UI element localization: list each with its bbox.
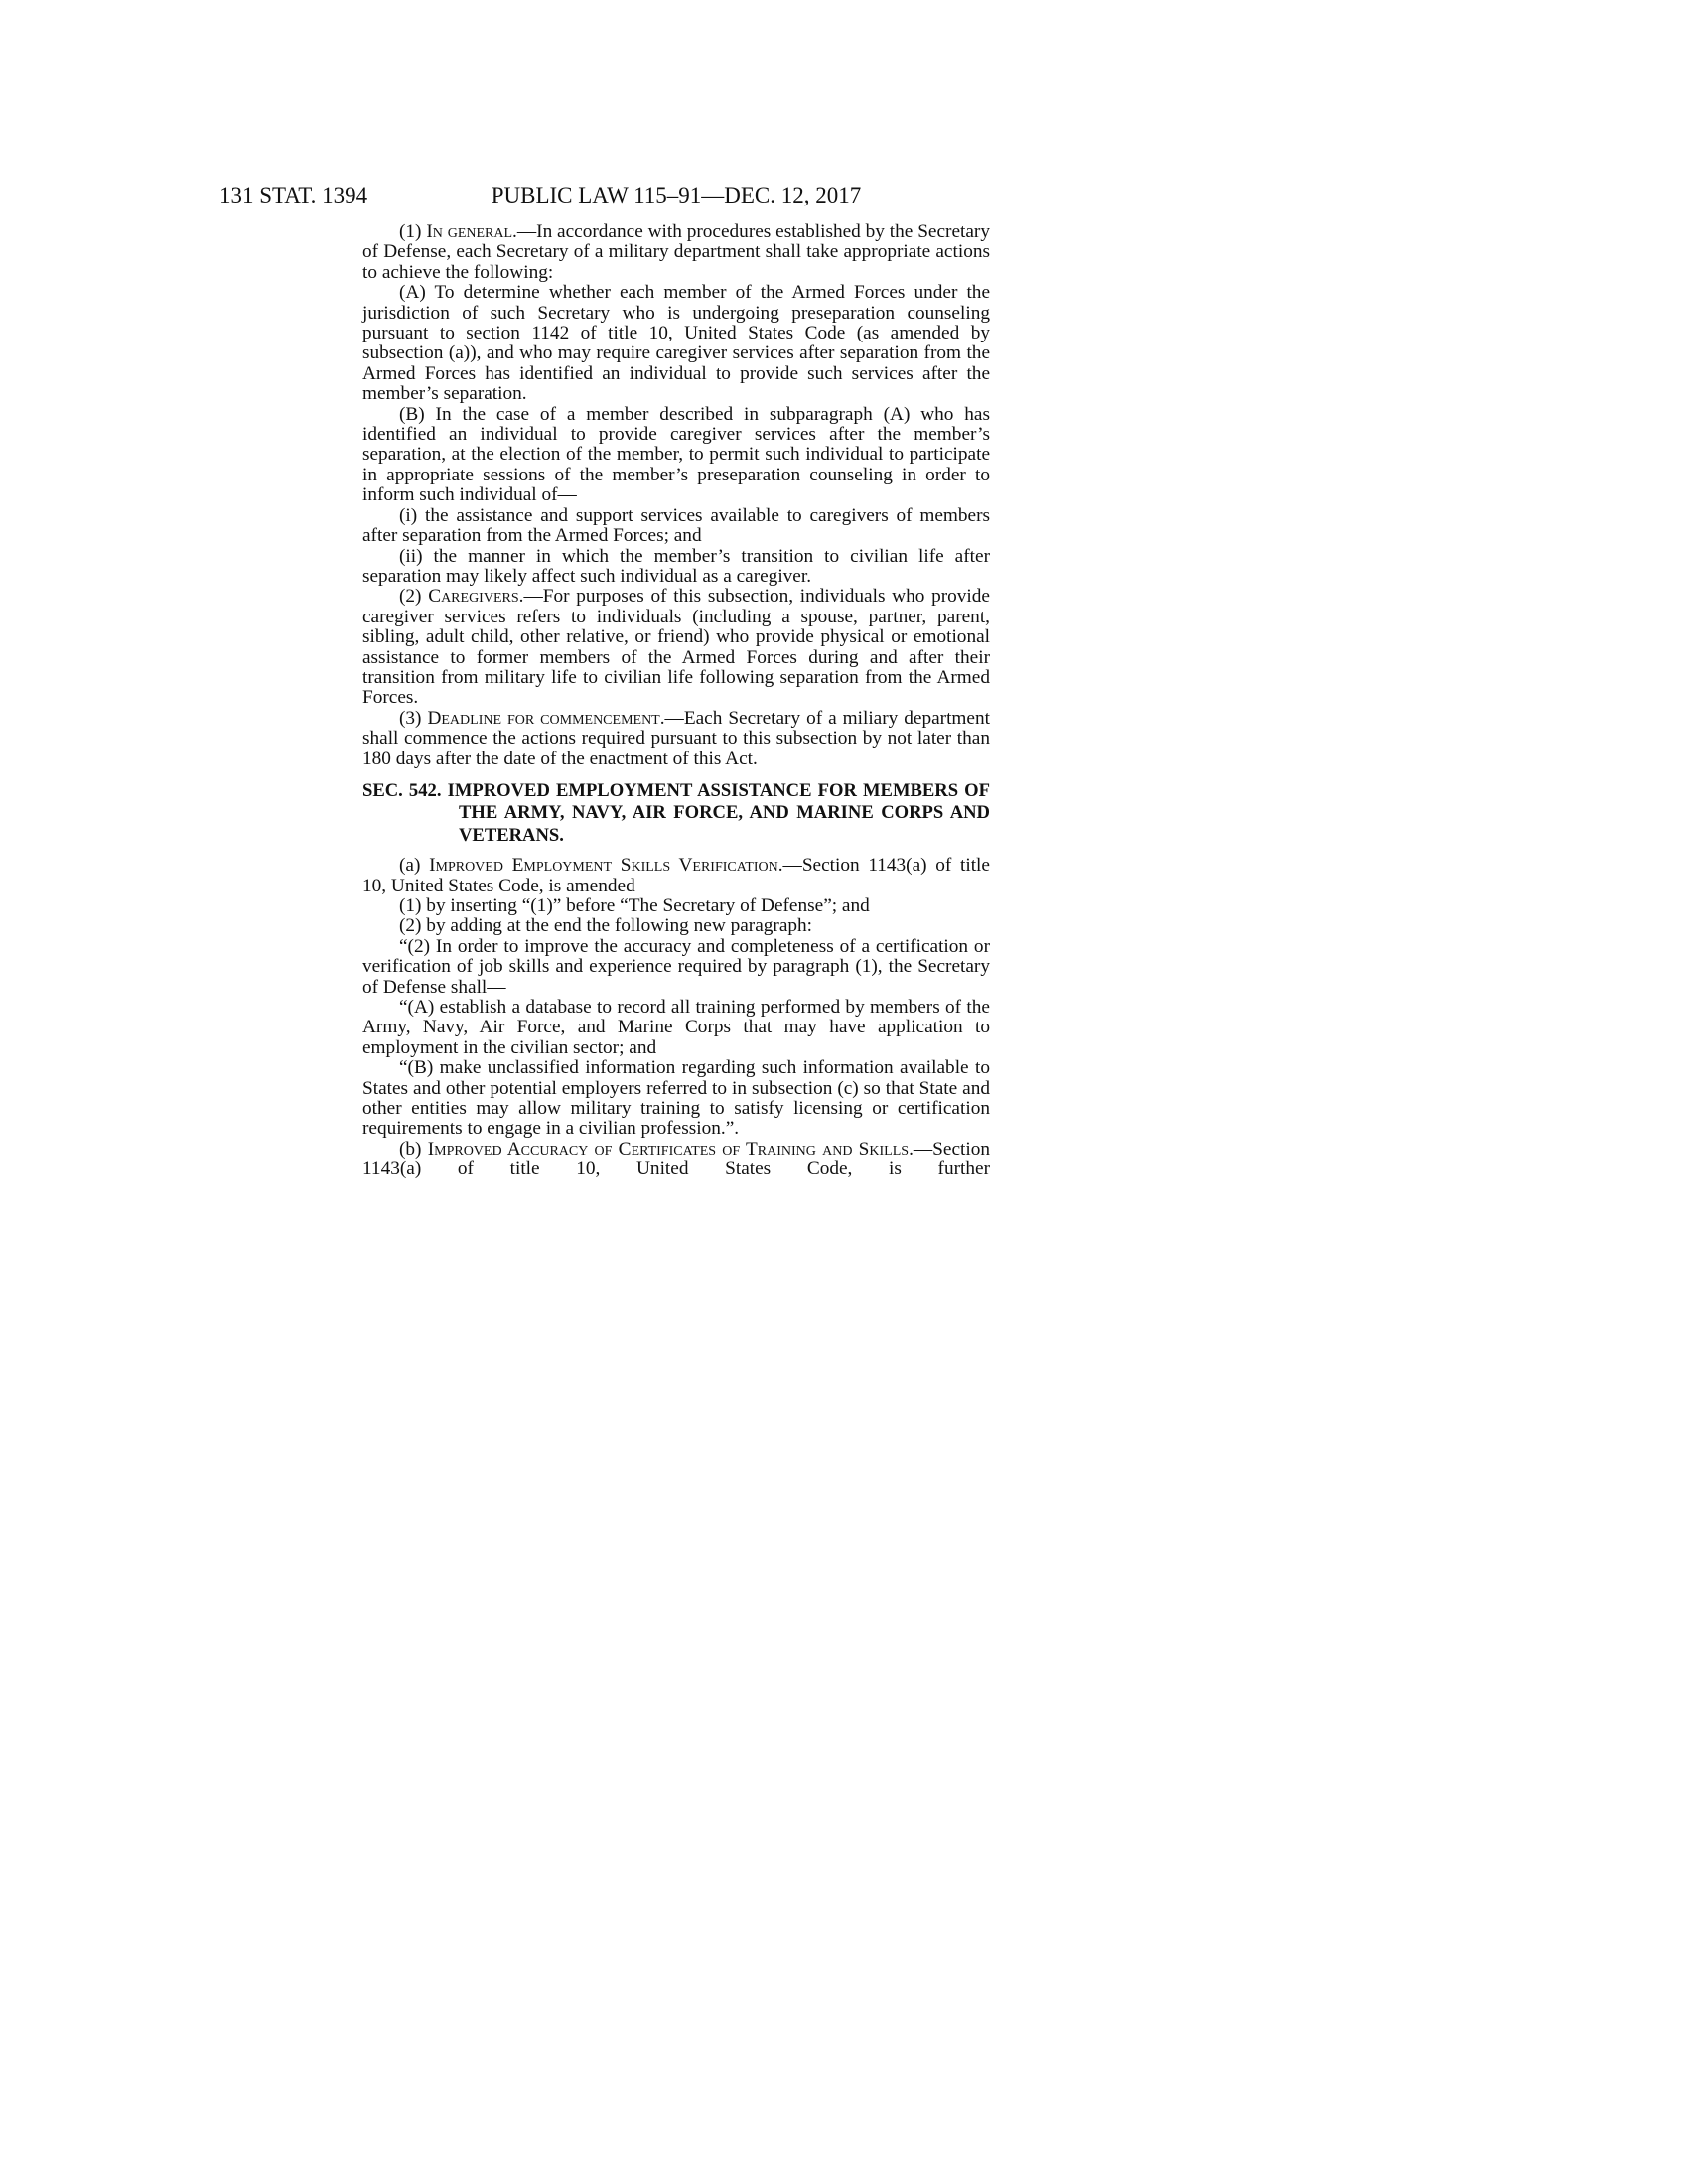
defined-term: Deadline for commencement [427,707,660,729]
paragraph [362,222,990,283]
text-run: “(2) In order to improve the accuracy and completeness of a certification or verification of job skills and experience required by paragraph (1), the Secretary of Defense shall— [362,935,990,998]
text-run: (1) [399,221,427,242]
text-run: .—Section 1143(a) of title 10, United States Code, is amended— [362,855,990,896]
text-run: (i) the assistance and support services available to caregivers of members after separation from the Armed Forces; and [362,504,990,547]
law-title: PUBLIC LAW 115–91—DEC. 12, 2017 [491,183,862,207]
paragraph [362,1058,990,1140]
paragraph [362,896,990,916]
text-run: (b) [399,1138,428,1160]
section-heading [362,779,990,847]
paragraph [362,937,990,998]
text-run: “(A) establish a database to record all training performed by members of the Army, Navy, Air Force, and Marine Corps that may have application to employment in the civilian sector; and [362,997,990,1058]
paragraph [362,405,990,506]
defined-term: In general [426,221,513,242]
text-run: .—For purposes of this subsection, individuals who provide caregiver services refers to individuals (including a spouse, partner, parent, sibling, adult child, other relative, or friend) who provide physical or emotional assistance to former members of the Armed Forces during and after their transition from military life to civilian life following separation from the Armed Forces. [362,586,990,709]
text-run: (ii) the manner in which the member’s transition to civilian life after separation may likely affect such individual as a caregiver. [362,545,990,587]
paragraph [362,587,990,708]
text-run: (A) To determine whether each member of the Armed Forces under the jurisdiction of such Secretary who is undergoing preseparation counseling pursuant to section 1142 of title 10, United States Code (as amended by subsection (a)), and who may require caregiver services after separation from the Armed Forces has identified an individual to provide such services after the member’s separation. [362,282,990,405]
text-run: .—In accordance with procedures established by the Secretary of Defense, each Secretary of a military department shall take appropriate actions to achieve the following: [362,221,990,283]
paragraph [362,998,990,1058]
defined-term: Improved Employment Skills Verification [429,855,778,877]
text-run: (a) [399,855,430,877]
paragraph [362,1140,990,1180]
defined-term: Caregivers [428,586,519,608]
defined-term: Improved Accuracy of Certificates of Training and Skills [427,1138,910,1160]
paragraph [362,856,990,896]
paragraph [362,547,990,588]
text-run: “(B) make unclassified information regarding such information available to States and other potential employers referred to in subsection (c) so that State and other entities may allow military training to satisfy licensing or certification requirements to engage in a civilian profession.”. [362,1057,990,1140]
text-run: (2) [399,586,429,608]
paragraph [362,709,990,769]
stat-page-number: 131 STAT. 1394 [219,183,368,207]
text-run: SEC. 542. IMPROVED EMPLOYMENT ASSISTANCE FOR MEMBERS OF THE ARMY, NAVY, AIR FORCE, AND MARINE CORPS AND VETERANS. [362,779,990,846]
text-run: .—Each Secretary of a miliary department shall commence the actions required pursuant to this subsection by not later than 180 days after the date of the enactment of this Act. [362,707,990,769]
page-header [0,183,1688,212]
text-run: (B) In the case of a member described in subparagraph (A) who has identified an individual to provide caregiver services after the member’s separation, at the election of the member, to permit such individual to participate in appropriate sessions of the member’s preseparation counseling in order to inform such individual of— [362,403,990,506]
paragraph [362,283,990,404]
paragraph [362,506,990,547]
paragraph [362,916,990,936]
text-run: (1) by inserting “(1)” before “The Secretary of Defense”; and [399,895,870,916]
text-run: .—Section 1143(a) of title 10, United States Code, is further [362,1138,990,1180]
text-run: (3) [399,707,428,729]
text-run: (2) by adding at the end the following new paragraph: [399,915,813,937]
document-body [362,222,990,1180]
